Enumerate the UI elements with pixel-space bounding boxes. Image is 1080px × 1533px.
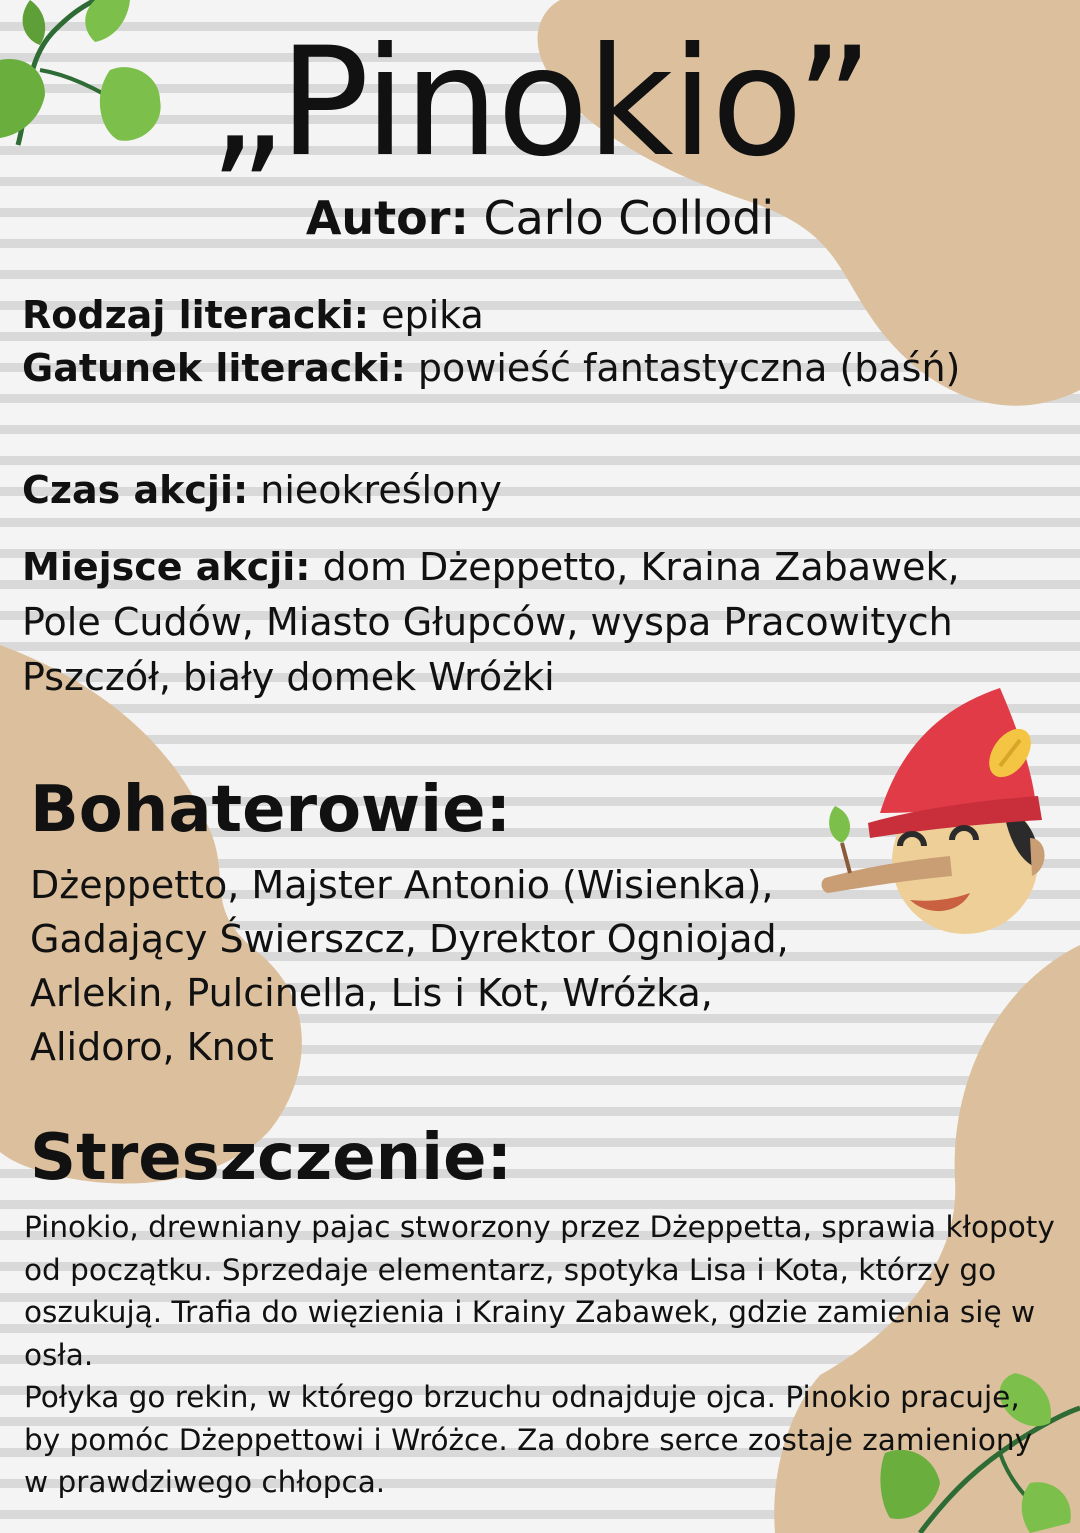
time-line <box>22 463 502 517</box>
place-label: Miejsce akcji: <box>22 545 311 589</box>
genre-kind-value: epika <box>381 293 484 337</box>
author-label: Autor: <box>305 191 469 245</box>
genre-label: Gatunek literacki: <box>22 346 406 390</box>
genre-kind-line <box>22 288 484 342</box>
time-value: nieokreślony <box>260 468 502 512</box>
author-line <box>0 190 1080 246</box>
genre-value: powieść fantastyczna (baśń) <box>417 346 961 390</box>
heroes-list: Dżeppetto, Majster Antonio (Wisienka), Gadający Świerszcz, Dyrektor Ogniojad, Arlekin, Pulcinella, Lis i Kot, Wróżka, Alidoro, Knot <box>30 863 789 1069</box>
genre-kind-label: Rodzaj literacki: <box>22 293 369 337</box>
page-title: „Pinokio” <box>208 16 872 190</box>
summary-text <box>24 1206 1064 1504</box>
summary-paragraph-1: Pinokio, drewniany pajac stworzony przez Dżeppetta, sprawia kłopoty od początku. Sprzedaje elementarz, spotyka Lisa i Kota, którzy go oszukują. Trafia do więzienia i Krainy Zabawek, gdzie zamienia się w osła. <box>24 1210 1055 1372</box>
place-value: dom Dżeppetto, Kraina Zabawek, Pole Cudów, Miasto Głupców, wyspa Pracowitych Pszczół, biały domek Wróżki <box>22 545 960 699</box>
summary-heading: Streszczenie: <box>30 1121 513 1195</box>
pinocchio-face-icon <box>820 688 1050 958</box>
time-label: Czas akcji: <box>22 468 249 512</box>
genre-line <box>22 341 960 395</box>
heroes-heading: Bohaterowie: <box>30 773 512 847</box>
summary-paragraph-2: Połyka go rekin, w którego brzuchu odnajduje ojca. Pinokio pracuje, by pomóc Dżeppettowi i Wróżce. Za dobre serce zostaje zamieniony w prawdziwego chłopca. <box>24 1380 1033 1499</box>
place-paragraph <box>22 540 982 705</box>
author-value: Carlo Collodi <box>483 191 775 245</box>
